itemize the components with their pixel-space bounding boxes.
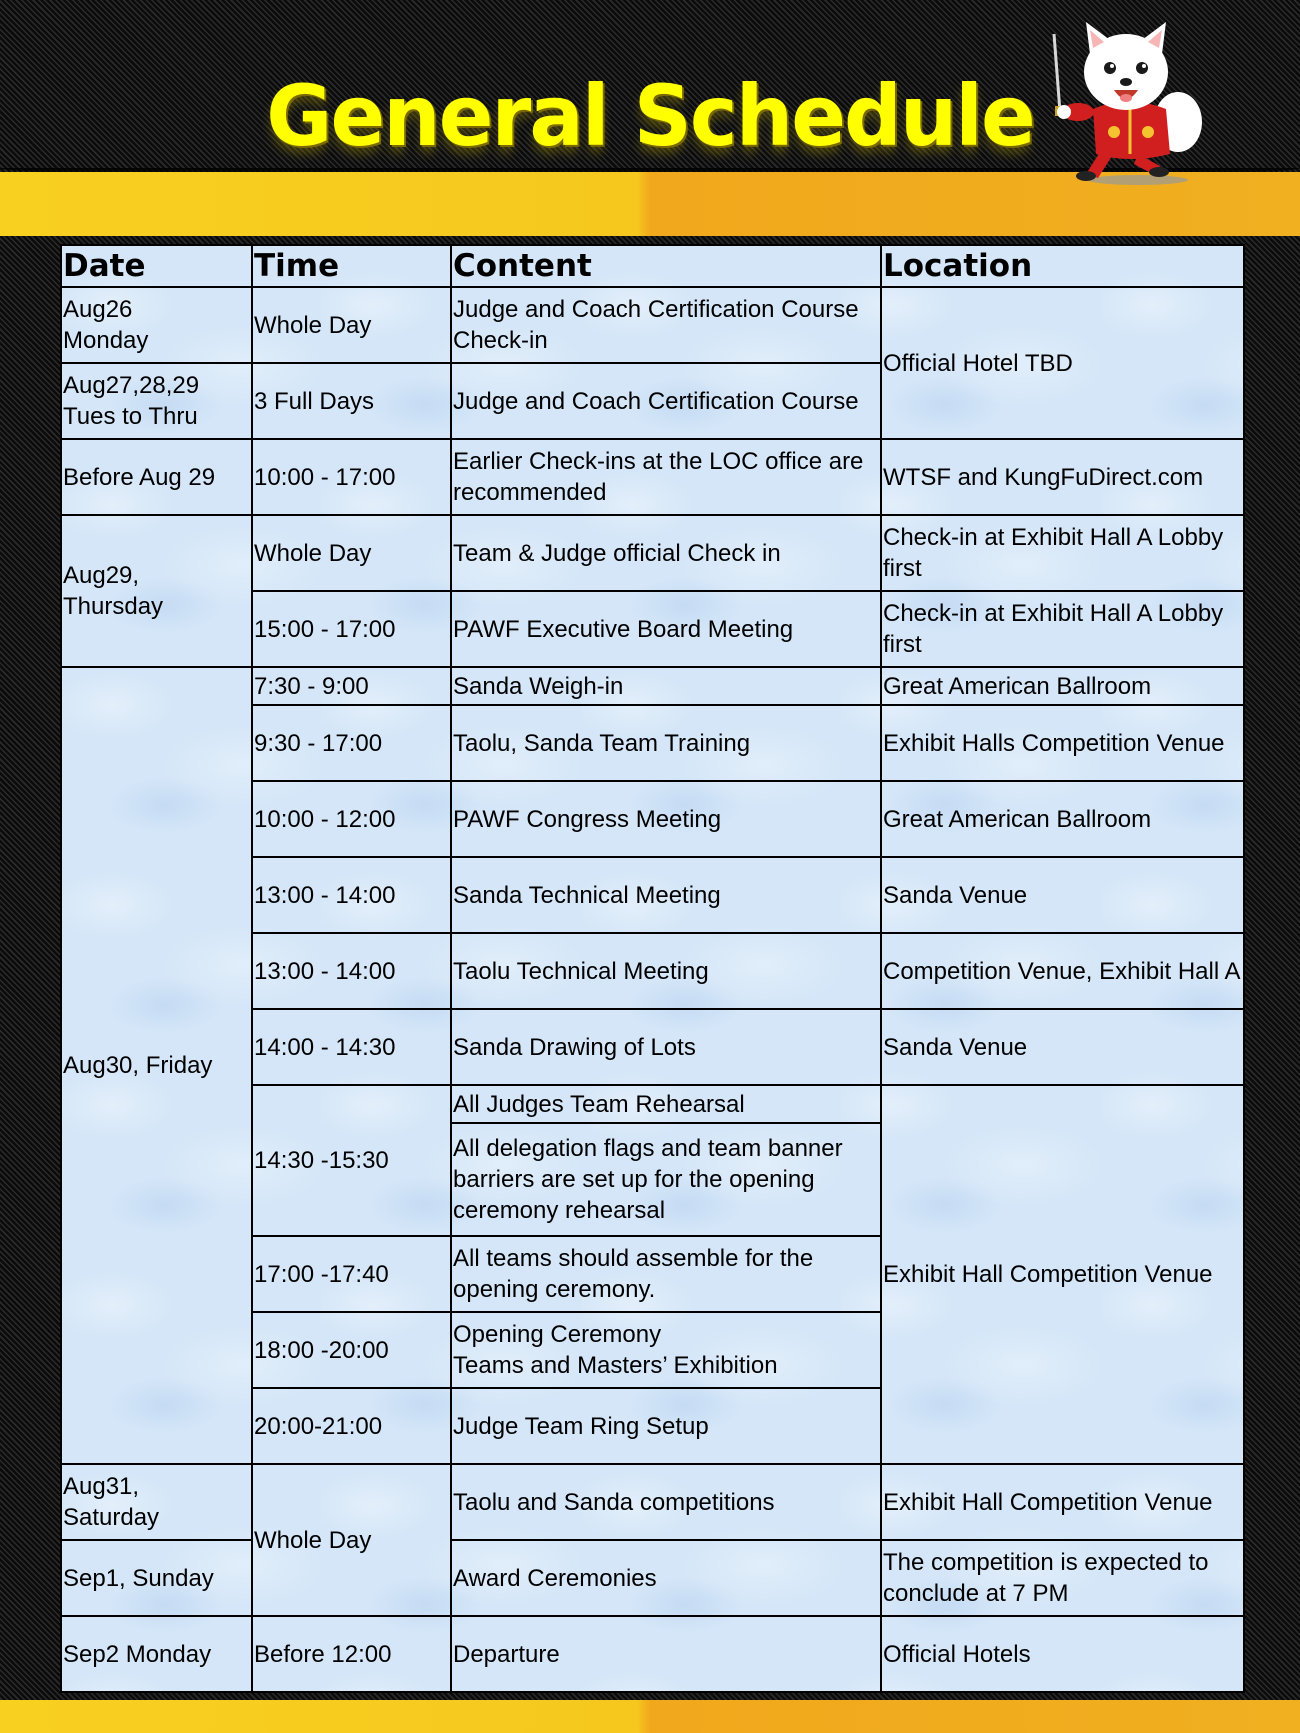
location-cell: Competition Venue, Exhibit Hall A bbox=[881, 933, 1244, 1009]
time-cell: 3 Full Days bbox=[252, 363, 451, 439]
time-cell: 13:00 - 14:00 bbox=[252, 933, 451, 1009]
table-row bbox=[61, 1464, 1244, 1540]
date-cell bbox=[61, 515, 252, 667]
date-line: Aug26 Monday bbox=[63, 296, 149, 354]
content-cell: Sanda Drawing of Lots bbox=[451, 1009, 881, 1085]
location-cell: Official Hotels bbox=[881, 1616, 1244, 1692]
date-line: Aug29, Thursday bbox=[63, 562, 164, 620]
samoyed-kungfu-mascot-icon bbox=[1038, 14, 1213, 189]
location-cell: Great American Ballroom bbox=[881, 781, 1244, 857]
content-cell: All teams should assemble for the opening ceremony. bbox=[451, 1236, 881, 1312]
location-cell: Great American Ballroom bbox=[881, 667, 1244, 705]
date-cell bbox=[61, 287, 252, 363]
date-cell: Aug30, Friday bbox=[61, 667, 252, 1464]
location-cell: Exhibit Hall Competition Venue bbox=[881, 1085, 1244, 1464]
location-cell: Exhibit Hall Competition Venue bbox=[881, 1464, 1244, 1540]
time-cell: Whole Day bbox=[252, 1464, 451, 1616]
content-cell: Judge and Coach Certification Course Check-in bbox=[451, 287, 881, 363]
time-cell: 15:00 - 17:00 bbox=[252, 591, 451, 667]
table-row bbox=[61, 439, 1244, 515]
date-cell: Sep1, Sunday bbox=[61, 1540, 252, 1616]
time-cell: 13:00 - 14:00 bbox=[252, 857, 451, 933]
table-row bbox=[61, 667, 1244, 705]
content-cell: Team & Judge official Check in bbox=[451, 515, 881, 591]
content-cell: Taolu and Sanda competitions bbox=[451, 1464, 881, 1540]
table-row bbox=[61, 1540, 1244, 1616]
time-cell: 10:00 - 12:00 bbox=[252, 781, 451, 857]
schedule-table bbox=[60, 244, 1245, 1693]
time-cell: 10:00 - 17:00 bbox=[252, 439, 451, 515]
date-cell: Sep2 Monday bbox=[61, 1616, 252, 1692]
content-cell: Sanda Technical Meeting bbox=[451, 857, 881, 933]
content-cell: Departure bbox=[451, 1616, 881, 1692]
table-row bbox=[61, 287, 1244, 363]
date-cell bbox=[61, 363, 252, 439]
content-cell: Taolu, Sanda Team Training bbox=[451, 705, 881, 781]
time-cell: 14:30 -15:30 bbox=[252, 1085, 451, 1236]
content-cell: Award Ceremonies bbox=[451, 1540, 881, 1616]
page-title: General Schedule bbox=[266, 67, 1034, 165]
location-cell: Sanda Venue bbox=[881, 1009, 1244, 1085]
content-cell: Judge Team Ring Setup bbox=[451, 1388, 881, 1464]
content-cell: All delegation flags and team banner barriers are set up for the opening ceremony rehearsal bbox=[451, 1123, 881, 1236]
table-row bbox=[61, 515, 1244, 591]
location-cell: Check-in at Exhibit Hall A Lobby first bbox=[881, 515, 1244, 591]
date-cell bbox=[61, 1464, 252, 1540]
location-cell: Exhibit Halls Competition Venue bbox=[881, 705, 1244, 781]
column-header-date: Date bbox=[61, 245, 252, 287]
time-cell: 20:00-21:00 bbox=[252, 1388, 451, 1464]
location-cell: WTSF and KungFuDirect.com bbox=[881, 439, 1244, 515]
time-cell: Whole Day bbox=[252, 287, 451, 363]
content-cell: Earlier Check-ins at the LOC office are recommended bbox=[451, 439, 881, 515]
column-header-location: Location bbox=[881, 245, 1244, 287]
location-cell: The competition is expected to conclude at 7 PM bbox=[881, 1540, 1244, 1616]
date-line: Aug27,28,29 Tues to Thru bbox=[63, 372, 200, 430]
time-cell: 9:30 - 17:00 bbox=[252, 705, 451, 781]
content-cell: Sanda Weigh-in bbox=[451, 667, 881, 705]
table-header-row bbox=[61, 245, 1244, 287]
content-cell: PAWF Executive Board Meeting bbox=[451, 591, 881, 667]
content-cell: All Judges Team Rehearsal bbox=[451, 1085, 881, 1123]
column-header-content: Content bbox=[451, 245, 881, 287]
content-cell: PAWF Congress Meeting bbox=[451, 781, 881, 857]
content-cell: Taolu Technical Meeting bbox=[451, 933, 881, 1009]
date-cell: Before Aug 29 bbox=[61, 439, 252, 515]
content-lines: Opening Ceremony Teams and Masters’ Exhibition bbox=[453, 1321, 778, 1379]
time-cell: 17:00 -17:40 bbox=[252, 1236, 451, 1312]
location-cell: Check-in at Exhibit Hall A Lobby first bbox=[881, 591, 1244, 667]
time-cell: Before 12:00 bbox=[252, 1616, 451, 1692]
time-cell: 14:00 - 14:30 bbox=[252, 1009, 451, 1085]
content-cell: Judge and Coach Certification Course bbox=[451, 363, 881, 439]
location-cell: Official Hotel TBD bbox=[881, 287, 1244, 439]
column-header-time: Time bbox=[252, 245, 451, 287]
table-row bbox=[61, 1616, 1244, 1692]
location-cell: Sanda Venue bbox=[881, 857, 1244, 933]
time-cell: 18:00 -20:00 bbox=[252, 1312, 451, 1388]
time-cell: Whole Day bbox=[252, 515, 451, 591]
date-line: Aug31, Saturday bbox=[63, 1473, 160, 1531]
content-cell bbox=[451, 1312, 881, 1388]
footer-band bbox=[0, 1700, 1300, 1733]
time-cell: 7:30 - 9:00 bbox=[252, 667, 451, 705]
